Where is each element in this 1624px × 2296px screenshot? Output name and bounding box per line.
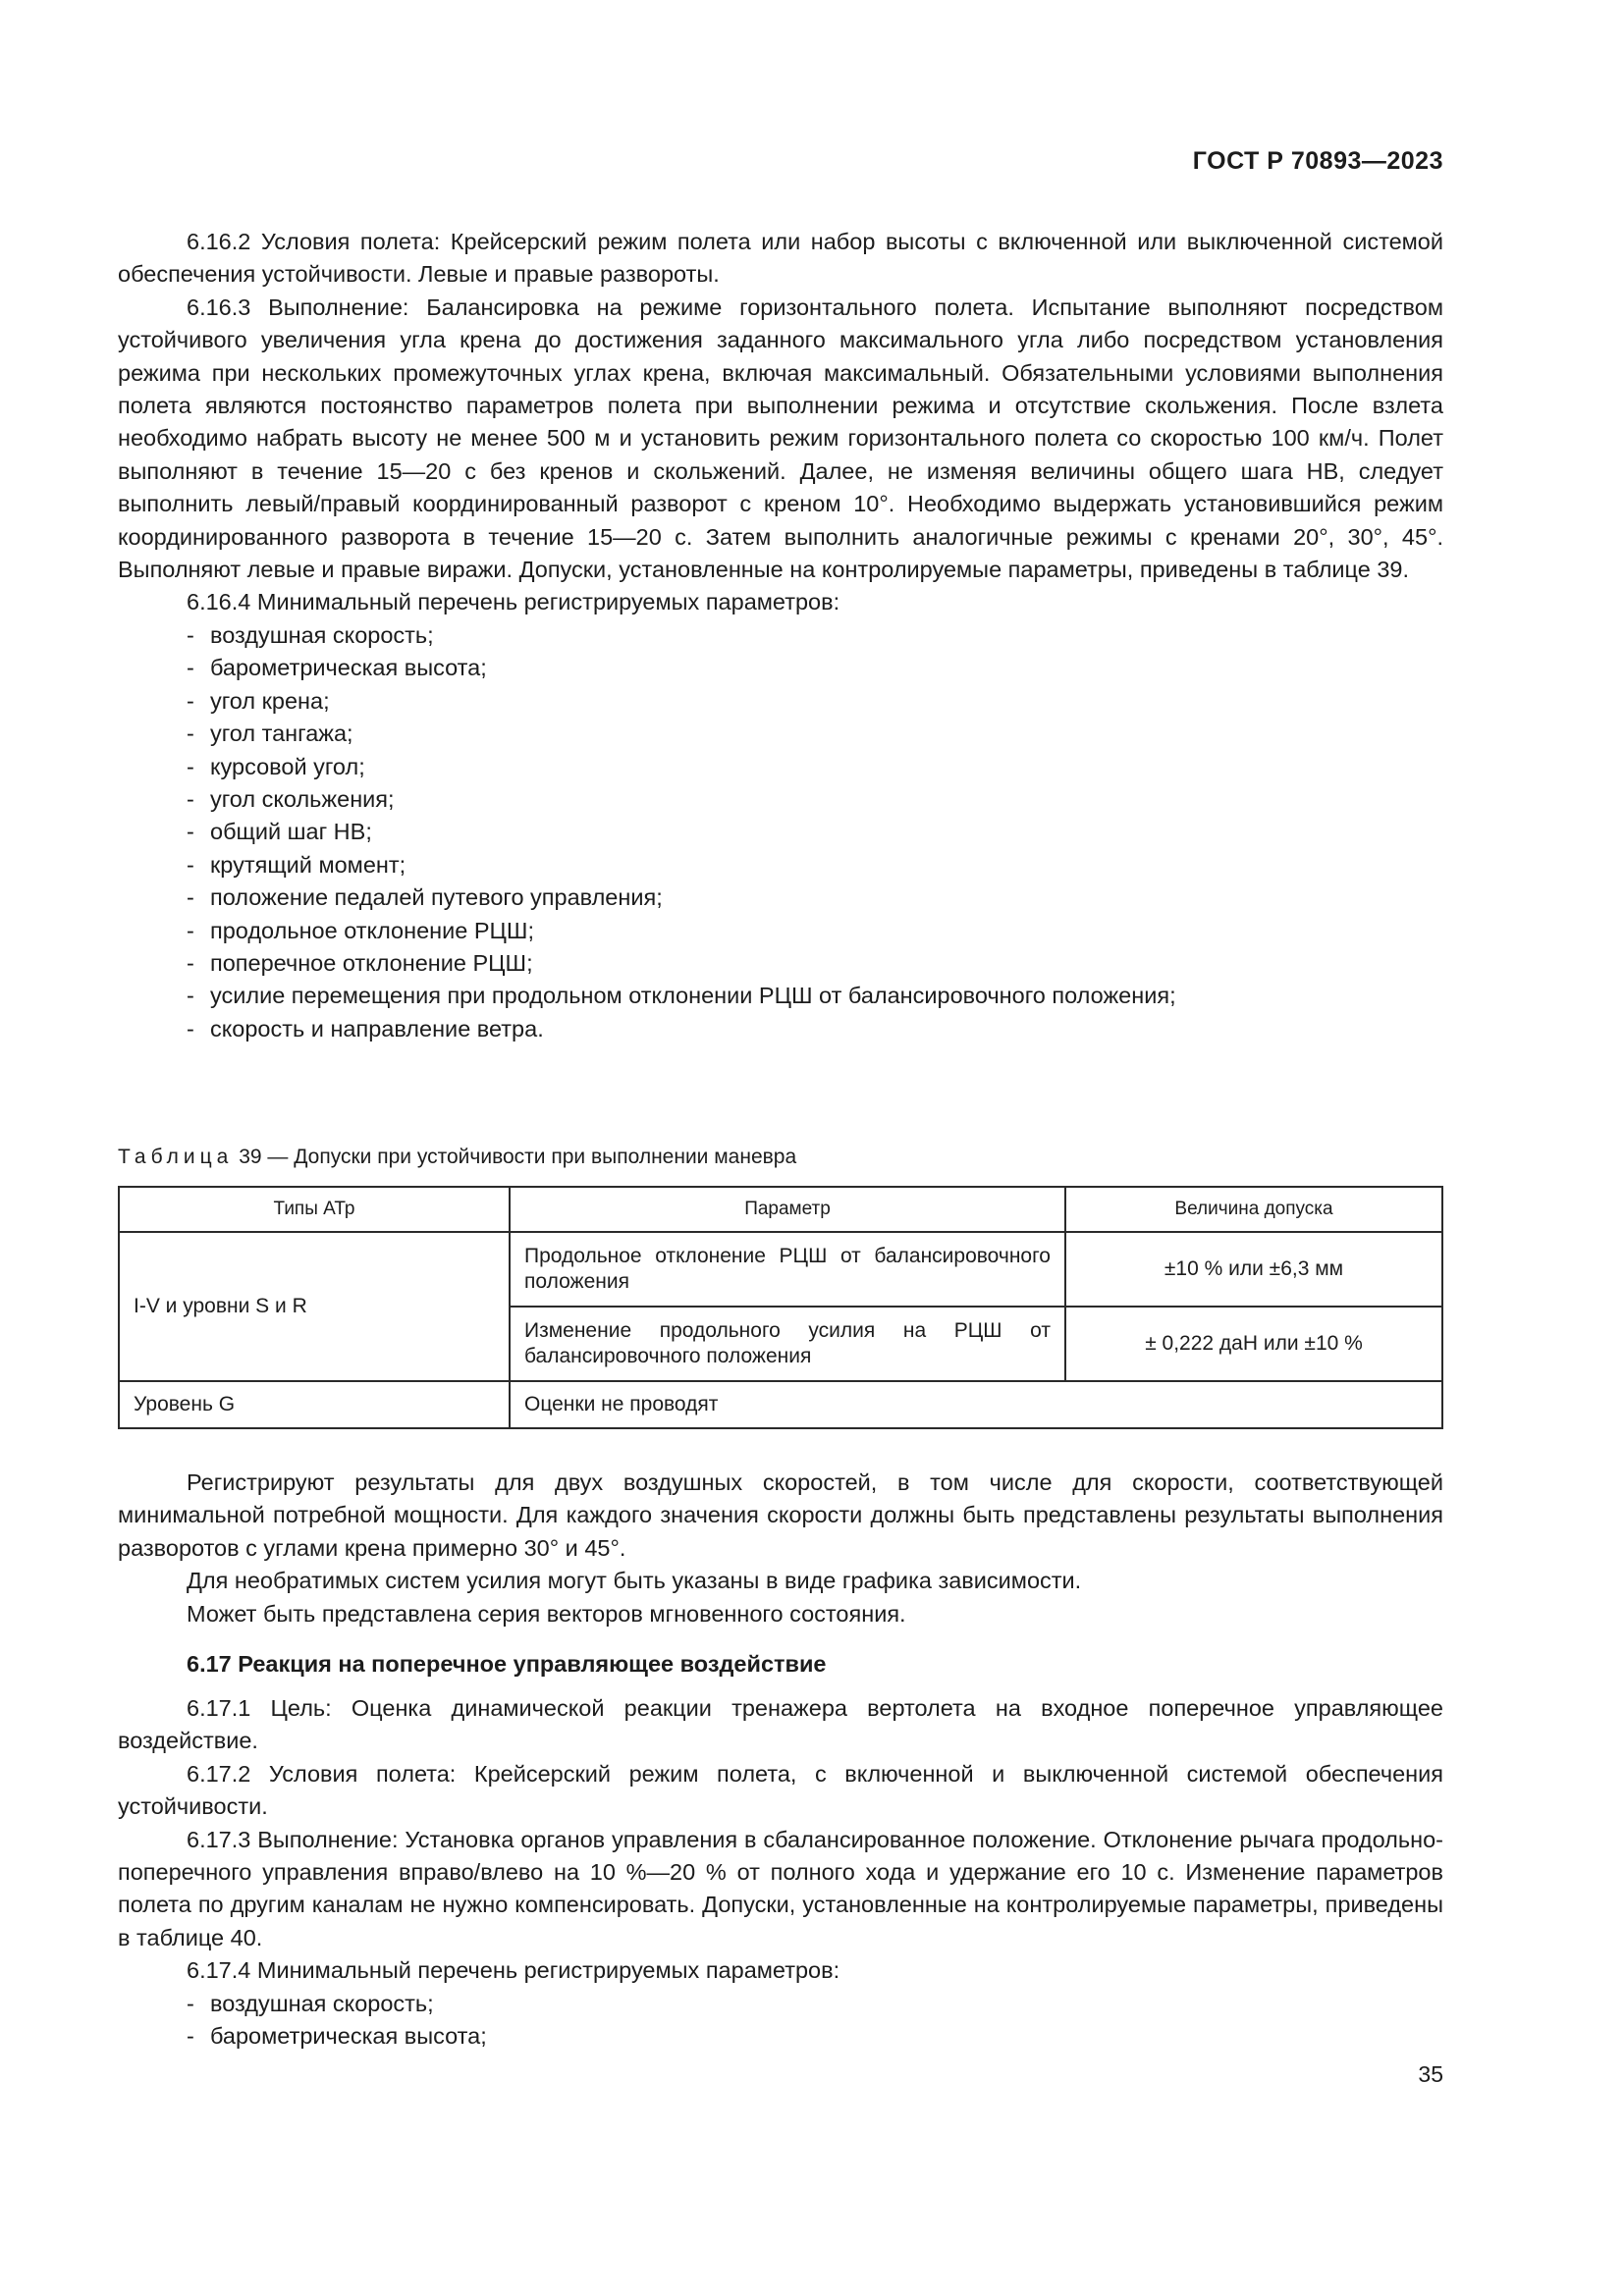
paragraph-6-17-1: 6.17.1 Цель: Оценка динамической реакции тренажера вертолета на входное поперечное управляющее воздействие. xyxy=(118,1695,1443,1754)
parameter-list-6-17 xyxy=(118,1988,1443,2054)
section-heading-6-17: 6.17 Реакция на поперечное управляющее воздействие xyxy=(187,1651,827,1678)
cell-type-level-g: Уровень G xyxy=(119,1381,510,1428)
table-row xyxy=(119,1381,1442,1428)
table-caption xyxy=(118,1144,1443,1171)
list-item: - крутящий момент; xyxy=(187,851,406,878)
text-after-table xyxy=(118,1467,1443,2054)
list-item: - общий шаг НВ; xyxy=(187,819,372,845)
list-item: - поперечное отклонение РЦШ; xyxy=(187,949,533,976)
header-cell-parameter: Параметр xyxy=(510,1187,1065,1232)
paragraph-6-17-3: 6.17.3 Выполнение: Установка органов управления в сбалансированное положение. Отклонение рычага продольно-поперечного управления вправо/влево на 10 %—20 % от полного хода и удержание его 10 с. Изменение параметров полета по другим каналам не нужно компенсировать. Допуски, установленные на контролируемые параметры, приведены в таблице 40. xyxy=(118,1826,1443,1950)
table-caption-label: Таблица xyxy=(118,1146,234,1168)
table-row xyxy=(119,1232,1442,1307)
cell-parameter: Продольное отклонение РЦШ от балансировочного положения xyxy=(510,1232,1065,1307)
header-cell-tolerance: Величина допуска xyxy=(1065,1187,1442,1232)
list-item: - воздушная скорость; xyxy=(187,1990,434,2016)
paragraph-6-16-3: 6.16.3 Выполнение: Балансировка на режиме горизонтального полета. Испытание выполняют посредством устойчивого увеличения угла крена до достижения заданного максимального угла либо посредством установления режима при нескольких промежуточных углах крена, включая максимальный. Обязательными условиями выполнения полета являются постоянство параметров полета при выполнении режима и отсутствие скольжения. После взлета необходимо набрать высоту не менее 500 м и установить режим горизонтального полета со скоростью 100 км/ч. Полет выполняют в течение 15—20 с без кренов и скольжений. Далее, не изменяя величины общего шага НВ, следует выполнить левый/правый координированный разворот с креном 10°. Необходимо выдержать установившийся режим координированного разворота в течение 15—20 с. Затем выполнить аналогичные режимы с кренами 20°, 30°, 45°. Выполняют левые и правые виражи. Допуски, установленные на контролируемые параметры, приведены в таблице 39. xyxy=(118,294,1443,583)
list-item: - угол крена; xyxy=(187,687,330,714)
cell-tolerance: ± 0,222 даН или ±10 % xyxy=(1065,1307,1442,1381)
paragraph-vectors: Может быть представлена серия векторов мгновенного состояния. xyxy=(187,1600,906,1627)
list-item: - скорость и направление ветра. xyxy=(187,1015,544,1041)
paragraph-6-16-4: 6.16.4 Минимальный перечень регистрируемых параметров: xyxy=(187,589,840,615)
paragraph-results: Регистрируют результаты для двух воздушных скоростей, в том числе для скорости, соответствующей минимальной потребной мощности. Для каждого значения скорости должны быть представлены результаты выполнения разворотов с углами крена примерно 30° и 45°. xyxy=(118,1469,1443,1561)
list-item: - барометрическая высота; xyxy=(187,2023,487,2050)
paragraph-6-17-4: 6.17.4 Минимальный перечень регистрируемых параметров: xyxy=(187,1957,840,1984)
cell-parameter: Изменение продольного усилия на РЦШ от балансировочного положения xyxy=(510,1307,1065,1381)
section-6-16 xyxy=(118,226,1443,1045)
table-caption-text: 39 — Допуски при устойчивости при выполнении маневра xyxy=(239,1146,797,1168)
tolerance-table xyxy=(118,1186,1443,1429)
header-cell-type: Типы АТр xyxy=(119,1187,510,1232)
paragraph-6-17-2: 6.17.2 Условия полета: Крейсерский режим полета, с включенной и выключенной системой обеспечения устойчивости. xyxy=(118,1760,1443,1820)
list-item: - курсовой угол; xyxy=(187,753,365,779)
paragraph-6-16-2: 6.16.2 Условия полета: Крейсерский режим полета или набор высоты с включенной или выключенной системой обеспечения устойчивости. Левые и правые развороты. xyxy=(118,229,1443,288)
parameter-list-6-16 xyxy=(118,619,1443,1045)
paragraph-irreversible: Для необратимых систем усилия могут быть указаны в виде графика зависимости. xyxy=(187,1568,1082,1594)
page-number: 35 xyxy=(1418,2061,1443,2087)
document-code: ГОСТ Р 70893—2023 xyxy=(1192,147,1443,175)
list-item: - положение педалей путевого управления; xyxy=(187,884,663,911)
cell-parameter-level-g: Оценки не проводят xyxy=(510,1381,1442,1428)
list-item: - угол тангажа; xyxy=(187,721,353,747)
cell-type-group1: I-V и уровни S и R xyxy=(119,1232,510,1381)
list-item: - воздушная скорость; xyxy=(187,621,434,648)
cell-tolerance: ±10 % или ±6,3 мм xyxy=(1065,1232,1442,1307)
list-item: - усилие перемещения при продольном отклонении РЦШ от балансировочного положения; xyxy=(187,983,1176,1009)
list-item: - барометрическая высота; xyxy=(187,655,487,681)
table-header-row xyxy=(119,1187,1442,1232)
list-item: - угол скольжения; xyxy=(187,785,395,812)
list-item: - продольное отклонение РЦШ; xyxy=(187,917,534,943)
